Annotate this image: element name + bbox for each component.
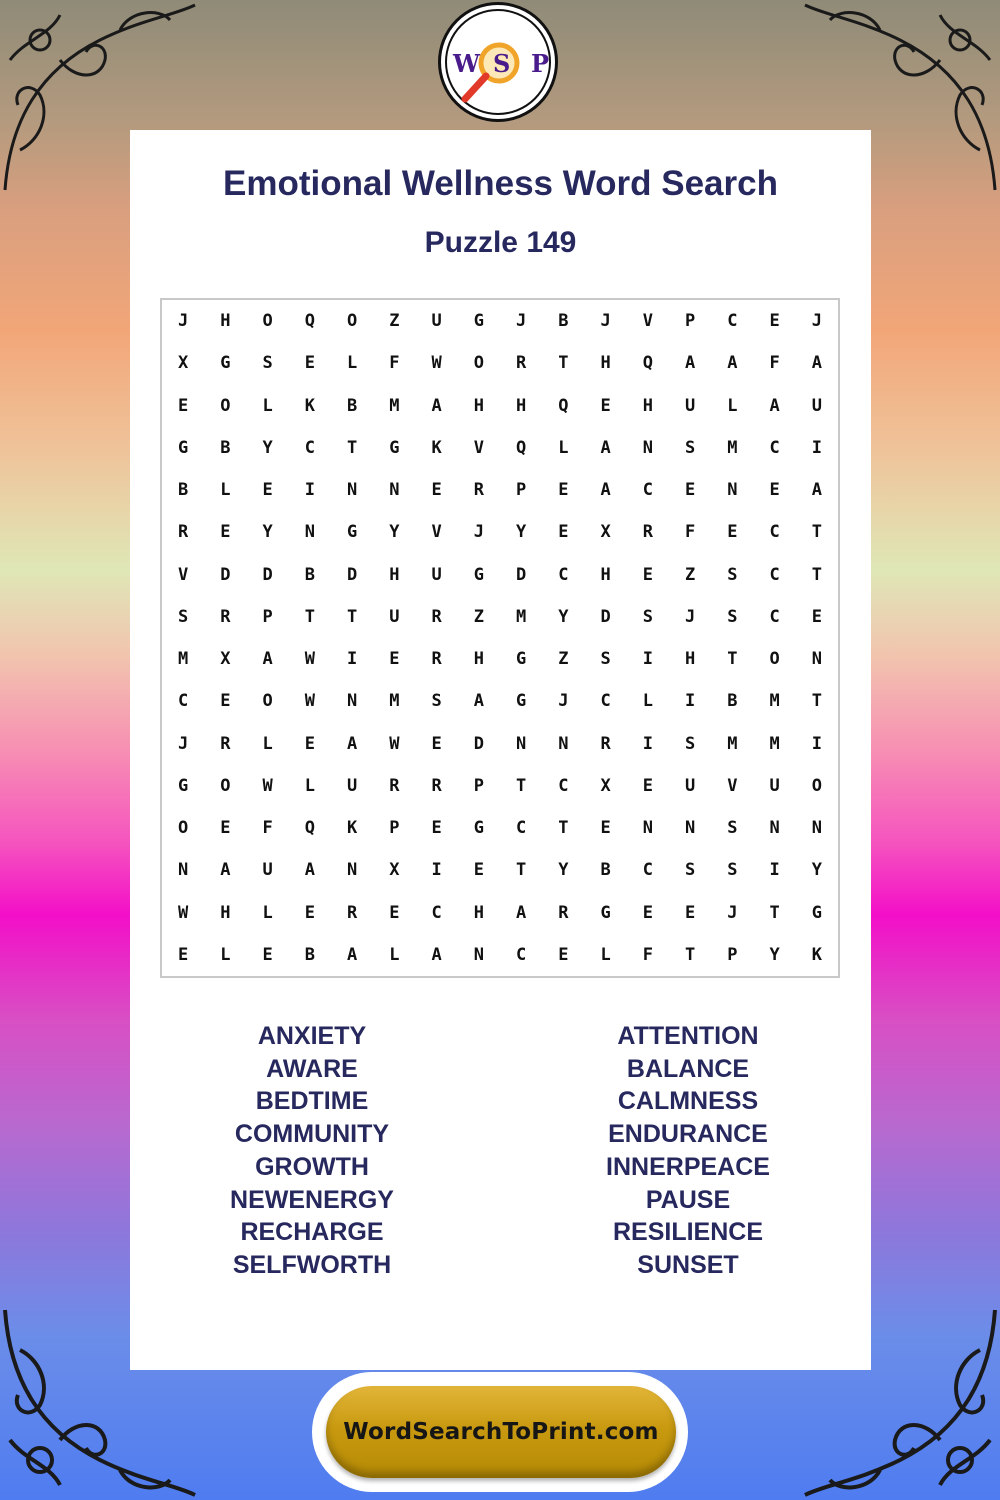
grid-cell[interactable]: N <box>178 860 189 881</box>
grid-cell[interactable]: I <box>347 649 358 670</box>
grid-cell[interactable]: S <box>685 860 696 881</box>
grid-cell[interactable]: E <box>220 522 231 543</box>
grid-cell[interactable]: C <box>558 564 569 585</box>
grid-cell[interactable]: E <box>220 691 231 712</box>
grid-cell[interactable]: M <box>727 733 738 754</box>
grid-cell[interactable]: W <box>389 733 400 754</box>
grid-cell[interactable]: H <box>600 353 611 374</box>
grid-cell[interactable]: D <box>220 564 231 585</box>
grid-cell[interactable]: Y <box>389 522 400 543</box>
grid-cell[interactable]: O <box>178 818 189 839</box>
grid-cell[interactable]: P <box>473 775 484 796</box>
grid-cell[interactable]: V <box>642 311 653 332</box>
grid-cell[interactable]: E <box>769 311 780 332</box>
grid-cell[interactable]: W <box>262 775 273 796</box>
grid-cell[interactable]: S <box>262 353 273 374</box>
grid-cell[interactable]: I <box>642 733 653 754</box>
grid-cell[interactable]: E <box>642 775 653 796</box>
logo-letter-p: P <box>531 49 550 78</box>
grid-cell[interactable]: P <box>262 606 273 627</box>
grid-cell[interactable]: H <box>600 564 611 585</box>
grid-cell[interactable]: E <box>600 818 611 839</box>
grid-cell[interactable]: C <box>769 522 780 543</box>
word-list-item: AWARE <box>266 1054 358 1083</box>
grid-cell[interactable]: L <box>558 437 569 458</box>
grid-cell[interactable]: R <box>347 902 358 923</box>
grid-cell[interactable]: A <box>685 353 696 374</box>
grid-cell[interactable]: I <box>769 860 780 881</box>
grid-cell[interactable]: U <box>685 395 696 416</box>
grid-cell[interactable]: E <box>304 733 315 754</box>
grid-cell[interactable]: R <box>431 606 442 627</box>
grid-cell[interactable]: Y <box>262 437 273 458</box>
grid-cell[interactable]: G <box>178 437 189 458</box>
word-list-item: NEWENERGY <box>230 1185 394 1214</box>
grid-cell[interactable]: R <box>642 522 653 543</box>
grid-cell[interactable]: T <box>727 649 738 670</box>
grid-cell[interactable]: B <box>347 395 358 416</box>
grid-cell[interactable]: C <box>769 606 780 627</box>
grid-cell[interactable]: L <box>642 691 653 712</box>
grid-cell[interactable]: A <box>304 860 315 881</box>
grid-cell[interactable]: O <box>262 311 273 332</box>
grid-cell[interactable]: Y <box>558 860 569 881</box>
grid-cell[interactable]: E <box>431 818 442 839</box>
word-list-item: BALANCE <box>626 1054 750 1083</box>
grid-cell[interactable]: N <box>642 818 653 839</box>
word-list-item: RESILIENCE <box>612 1218 764 1247</box>
grid-cell[interactable]: E <box>558 944 569 965</box>
grid-cell[interactable]: X <box>389 860 400 881</box>
grid-cell[interactable]: N <box>769 818 780 839</box>
grid-cell[interactable]: F <box>685 522 696 543</box>
word-list-item: COMMUNITY <box>234 1120 390 1149</box>
word-list-right <box>498 1020 878 1282</box>
grid-cell[interactable]: A <box>347 944 358 965</box>
grid-cell[interactable]: J <box>811 311 822 332</box>
grid-cell[interactable]: U <box>347 775 358 796</box>
word-list-item: ENDURANCE <box>608 1120 768 1149</box>
grid-cell[interactable]: A <box>769 395 780 416</box>
grid-cell[interactable]: R <box>516 353 527 374</box>
grid-cell[interactable]: S <box>727 860 738 881</box>
grid-cell[interactable]: T <box>516 860 527 881</box>
grid-cell[interactable]: K <box>304 395 315 416</box>
grid-cell[interactable]: S <box>685 437 696 458</box>
grid-cell[interactable]: H <box>473 902 484 923</box>
grid-cell[interactable]: J <box>600 311 611 332</box>
grid-cell[interactable]: A <box>347 733 358 754</box>
grid-cell[interactable]: U <box>769 775 780 796</box>
word-list-item: GROWTH <box>255 1152 369 1181</box>
grid-cell[interactable]: V <box>473 437 484 458</box>
word-list-item: RECHARGE <box>240 1218 384 1247</box>
grid-cell[interactable]: G <box>600 902 611 923</box>
grid-cell[interactable]: K <box>347 818 358 839</box>
grid-cell[interactable]: A <box>431 395 442 416</box>
grid-cell[interactable]: K <box>811 944 822 965</box>
grid-cell[interactable]: R <box>473 480 484 501</box>
grid-cell[interactable]: B <box>304 944 315 965</box>
grid-cell[interactable]: P <box>685 311 696 332</box>
grid-cell[interactable]: R <box>220 606 231 627</box>
grid-cell[interactable]: J <box>685 606 696 627</box>
grid-cell[interactable]: T <box>304 606 315 627</box>
grid-cell[interactable]: E <box>811 606 822 627</box>
grid-cell[interactable]: I <box>811 733 822 754</box>
grid-cell[interactable]: E <box>178 395 189 416</box>
grid-cell[interactable]: X <box>178 353 189 374</box>
word-list-item: PAUSE <box>645 1185 731 1214</box>
grid-cell[interactable]: E <box>389 902 400 923</box>
grid-cell[interactable]: N <box>347 691 358 712</box>
grid-cell[interactable]: H <box>473 395 484 416</box>
grid-cell[interactable]: E <box>558 522 569 543</box>
grid-cell[interactable]: O <box>811 775 822 796</box>
grid-cell[interactable]: Y <box>262 522 273 543</box>
grid-cell[interactable]: H <box>642 395 653 416</box>
grid-cell[interactable]: E <box>600 395 611 416</box>
grid-cell[interactable]: E <box>473 860 484 881</box>
grid-cell[interactable]: N <box>473 944 484 965</box>
word-list-item: SUNSET <box>637 1250 739 1279</box>
grid-cell[interactable]: R <box>220 733 231 754</box>
grid-cell[interactable]: E <box>769 480 780 501</box>
grid-cell[interactable]: R <box>389 775 400 796</box>
grid-cell[interactable]: L <box>220 480 231 501</box>
grid-cell[interactable]: T <box>811 522 822 543</box>
grid-cell[interactable]: S <box>431 691 442 712</box>
grid-cell[interactable]: C <box>431 902 442 923</box>
grid-cell[interactable]: W <box>304 649 315 670</box>
logo-letter-w: W <box>453 49 480 78</box>
grid-cell[interactable]: A <box>262 649 273 670</box>
grid-cell[interactable]: T <box>516 775 527 796</box>
grid-cell[interactable]: A <box>516 902 527 923</box>
grid-cell[interactable]: E <box>642 564 653 585</box>
grid-cell[interactable]: C <box>178 691 189 712</box>
grid-cell[interactable]: D <box>600 606 611 627</box>
grid-cell[interactable]: X <box>600 775 611 796</box>
grid-cell[interactable]: V <box>178 564 189 585</box>
word-list-item: BEDTIME <box>255 1087 369 1116</box>
puzzle-number: Puzzle 149 <box>424 226 577 259</box>
grid-cell[interactable]: Q <box>516 437 527 458</box>
grid-cell[interactable]: U <box>431 311 442 332</box>
grid-cell[interactable]: L <box>304 775 315 796</box>
grid-cell[interactable]: G <box>220 353 231 374</box>
site-link-text[interactable]: WordSearchToPrint.com <box>343 1419 659 1445</box>
grid-cell[interactable]: F <box>642 944 653 965</box>
grid-cell[interactable]: R <box>431 775 442 796</box>
grid-cell[interactable]: Y <box>811 860 822 881</box>
grid-cell[interactable]: B <box>600 860 611 881</box>
grid-cell[interactable]: M <box>769 691 780 712</box>
grid-cell[interactable]: B <box>558 311 569 332</box>
grid-cell[interactable]: E <box>304 353 315 374</box>
grid-cell[interactable]: Z <box>473 606 484 627</box>
grid-cell[interactable]: T <box>347 437 358 458</box>
grid-cell[interactable]: K <box>431 437 442 458</box>
grid-cell[interactable]: G <box>347 522 358 543</box>
grid-cell[interactable]: S <box>600 649 611 670</box>
letter-grid <box>160 298 840 978</box>
grid-cell[interactable]: E <box>304 902 315 923</box>
grid-cell[interactable]: U <box>431 564 442 585</box>
grid-cell[interactable]: B <box>727 691 738 712</box>
grid-cell[interactable]: L <box>347 353 358 374</box>
grid-cell[interactable]: Q <box>558 395 569 416</box>
grid-cell[interactable]: M <box>389 691 400 712</box>
grid-cell[interactable]: E <box>431 733 442 754</box>
grid-cell[interactable]: W <box>178 902 189 923</box>
grid-cell[interactable]: F <box>769 353 780 374</box>
word-list-item: CALMNESS <box>617 1087 759 1116</box>
grid-cell[interactable]: E <box>685 902 696 923</box>
grid-cell[interactable]: T <box>769 902 780 923</box>
grid-cell[interactable]: H <box>685 649 696 670</box>
grid-cell[interactable]: I <box>642 649 653 670</box>
grid-cell[interactable]: G <box>178 775 189 796</box>
grid-cell[interactable]: Y <box>516 522 527 543</box>
grid-cell[interactable]: N <box>685 818 696 839</box>
word-list-item: INNERPEACE <box>606 1152 770 1181</box>
page-title: Emotional Wellness Word Search <box>223 164 778 203</box>
grid-cell[interactable]: E <box>558 480 569 501</box>
grid-cell[interactable]: O <box>769 649 780 670</box>
grid-cell[interactable]: A <box>600 480 611 501</box>
grid-cell[interactable]: L <box>727 395 738 416</box>
grid-cell[interactable]: O <box>220 775 231 796</box>
grid-cell[interactable]: G <box>473 818 484 839</box>
grid-cell[interactable]: S <box>178 606 189 627</box>
grid-cell[interactable]: E <box>220 818 231 839</box>
grid-cell[interactable]: J <box>178 733 189 754</box>
grid-cell[interactable]: D <box>516 564 527 585</box>
grid-cell[interactable]: V <box>727 775 738 796</box>
grid-cell[interactable]: G <box>516 649 527 670</box>
grid-cell[interactable]: S <box>685 733 696 754</box>
grid-cell[interactable]: C <box>516 944 527 965</box>
grid-cell[interactable]: Z <box>685 564 696 585</box>
grid-cell[interactable]: N <box>347 480 358 501</box>
grid-cell[interactable]: I <box>811 437 822 458</box>
grid-cell[interactable]: N <box>304 522 315 543</box>
grid-cell[interactable]: L <box>262 733 273 754</box>
grid-cell[interactable]: S <box>642 606 653 627</box>
grid-cell[interactable]: G <box>516 691 527 712</box>
grid-cell[interactable]: A <box>600 437 611 458</box>
grid-cell[interactable]: H <box>516 395 527 416</box>
grid-cell[interactable]: I <box>685 691 696 712</box>
grid-cell[interactable]: Z <box>389 311 400 332</box>
grid-cell[interactable]: N <box>642 437 653 458</box>
grid-cell[interactable]: L <box>600 944 611 965</box>
grid-cell[interactable]: C <box>304 437 315 458</box>
grid-cell[interactable]: C <box>600 691 611 712</box>
grid-cell[interactable]: R <box>178 522 189 543</box>
grid-cell[interactable]: Y <box>769 944 780 965</box>
grid-cell[interactable]: E <box>431 480 442 501</box>
grid-cell[interactable]: E <box>685 480 696 501</box>
grid-cell[interactable]: T <box>811 691 822 712</box>
grid-cell[interactable]: M <box>727 437 738 458</box>
grid-cell[interactable]: C <box>558 775 569 796</box>
grid-cell[interactable]: N <box>516 733 527 754</box>
grid-cell[interactable]: P <box>516 480 527 501</box>
grid-cell[interactable]: D <box>262 564 273 585</box>
grid-cell[interactable]: A <box>473 691 484 712</box>
grid-cell[interactable]: O <box>473 353 484 374</box>
grid-cell[interactable]: U <box>685 775 696 796</box>
grid-cell[interactable]: S <box>727 564 738 585</box>
grid-cell[interactable]: W <box>304 691 315 712</box>
grid-cell[interactable]: M <box>516 606 527 627</box>
grid-cell[interactable]: M <box>389 395 400 416</box>
grid-cell[interactable]: Q <box>304 818 315 839</box>
word-list-item: SELFWORTH <box>232 1250 392 1279</box>
grid-cell[interactable]: W <box>431 353 442 374</box>
grid-cell[interactable]: T <box>558 353 569 374</box>
grid-cell[interactable]: E <box>262 480 273 501</box>
grid-cell[interactable]: H <box>389 564 400 585</box>
grid-cell[interactable]: E <box>727 522 738 543</box>
grid-cell[interactable]: H <box>220 311 231 332</box>
grid-cell[interactable]: P <box>389 818 400 839</box>
grid-cell[interactable]: C <box>642 480 653 501</box>
grid-cell[interactable]: R <box>431 649 442 670</box>
grid-cell[interactable]: C <box>516 818 527 839</box>
grid-cell[interactable]: F <box>262 818 273 839</box>
grid-cell[interactable]: D <box>473 733 484 754</box>
grid-cell[interactable]: A <box>811 353 822 374</box>
grid-cell[interactable]: T <box>685 944 696 965</box>
grid-cell[interactable]: E <box>642 902 653 923</box>
word-list-left <box>122 1020 502 1282</box>
grid-cell[interactable]: M <box>178 649 189 670</box>
grid-cell[interactable]: E <box>178 944 189 965</box>
grid-cell[interactable]: G <box>473 564 484 585</box>
grid-cell[interactable]: N <box>347 860 358 881</box>
grid-cell[interactable]: R <box>558 902 569 923</box>
grid-cell[interactable]: Q <box>304 311 315 332</box>
grid-cell[interactable]: N <box>811 649 822 670</box>
grid-cell[interactable]: A <box>220 860 231 881</box>
grid-cell[interactable]: U <box>811 395 822 416</box>
grid-cell[interactable]: H <box>220 902 231 923</box>
grid-cell[interactable]: J <box>516 311 527 332</box>
grid-cell[interactable]: J <box>178 311 189 332</box>
grid-cell[interactable]: H <box>473 649 484 670</box>
grid-cell[interactable]: N <box>727 480 738 501</box>
grid-cell[interactable]: X <box>600 522 611 543</box>
grid-cell[interactable]: G <box>389 437 400 458</box>
grid-cell[interactable]: L <box>262 902 273 923</box>
grid-cell[interactable]: T <box>347 606 358 627</box>
grid-cell[interactable]: A <box>727 353 738 374</box>
grid-cell[interactable]: U <box>389 606 400 627</box>
grid-cell[interactable]: Y <box>558 606 569 627</box>
grid-cell[interactable]: C <box>769 437 780 458</box>
grid-cell[interactable]: N <box>811 818 822 839</box>
grid-cell[interactable]: L <box>389 944 400 965</box>
grid-cell[interactable]: I <box>431 860 442 881</box>
grid-cell[interactable]: N <box>389 480 400 501</box>
grid-cell[interactable]: A <box>431 944 442 965</box>
grid-cell[interactable]: C <box>769 564 780 585</box>
grid-cell[interactable]: D <box>347 564 358 585</box>
grid-cell[interactable]: G <box>811 902 822 923</box>
site-logo[interactable] <box>438 2 558 122</box>
grid-cell[interactable]: L <box>220 944 231 965</box>
word-list-item: ATTENTION <box>617 1022 759 1050</box>
grid-cell[interactable]: X <box>220 649 231 670</box>
grid-cell[interactable]: F <box>389 353 400 374</box>
grid-cell[interactable]: L <box>262 395 273 416</box>
grid-cell[interactable]: N <box>558 733 569 754</box>
grid-cell[interactable]: Z <box>558 649 569 670</box>
grid-cell[interactable]: B <box>220 437 231 458</box>
word-list-item: ANXIETY <box>257 1022 367 1050</box>
grid-cell[interactable]: A <box>811 480 822 501</box>
grid-cell[interactable]: B <box>304 564 315 585</box>
grid-cell[interactable]: Q <box>642 353 653 374</box>
grid-cell[interactable]: C <box>727 311 738 332</box>
grid-cell[interactable]: U <box>262 860 273 881</box>
grid-cell[interactable]: B <box>178 480 189 501</box>
grid-cell[interactable]: T <box>811 564 822 585</box>
grid-cell[interactable]: M <box>769 733 780 754</box>
grid-cell[interactable]: E <box>389 649 400 670</box>
site-link-banner[interactable] <box>326 1386 676 1478</box>
grid-cell[interactable]: E <box>262 944 273 965</box>
grid-cell[interactable]: O <box>220 395 231 416</box>
grid-cell[interactable]: S <box>727 818 738 839</box>
grid-cell[interactable]: V <box>431 522 442 543</box>
grid-cell[interactable]: J <box>558 691 569 712</box>
grid-cell[interactable]: J <box>727 902 738 923</box>
grid-cell[interactable]: G <box>473 311 484 332</box>
grid-cell[interactable]: O <box>262 691 273 712</box>
grid-cell[interactable]: T <box>558 818 569 839</box>
grid-cell[interactable]: P <box>727 944 738 965</box>
logo-letter-s: S <box>493 49 511 78</box>
grid-cell[interactable]: I <box>304 480 315 501</box>
grid-cell[interactable]: S <box>727 606 738 627</box>
grid-cell[interactable]: O <box>347 311 358 332</box>
grid-cell[interactable]: R <box>600 733 611 754</box>
grid-cell[interactable]: J <box>473 522 484 543</box>
grid-cell[interactable]: C <box>642 860 653 881</box>
